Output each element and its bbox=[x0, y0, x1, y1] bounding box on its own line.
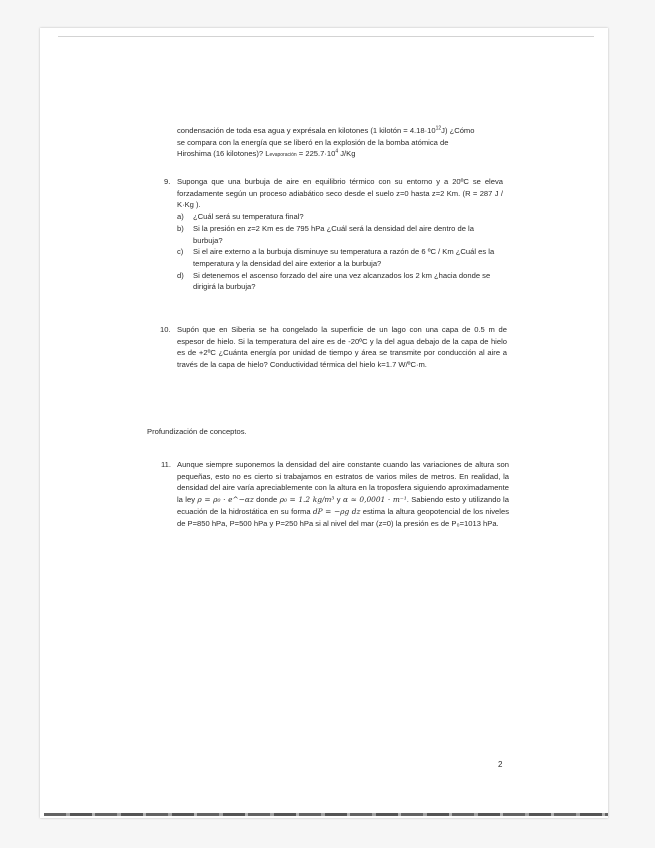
hydrostatic-formula: dP = −ρg dz bbox=[312, 506, 361, 516]
question-11-text-5: estima la altura geopotencial de los niveles de P=850 hPa, P=500 hPa y P=250 hPa si al nivel del mar (z=0) la presión es de P₀=1013 hPa. bbox=[177, 506, 509, 528]
question-9-item-a bbox=[177, 211, 503, 223]
page-number: 2 bbox=[498, 760, 503, 769]
section-title: Profundización de conceptos. bbox=[147, 427, 247, 436]
intro-line-1-end: J) ¿Cómo bbox=[441, 126, 475, 135]
density-law-formula: ρ = ρ₀ · e^−αz bbox=[197, 495, 254, 505]
scan-top-edge bbox=[58, 36, 594, 37]
question-11 bbox=[177, 459, 509, 529]
question-11-text-4: . Sabiendo esto y utilizando la ecuación de la hidrostática en su forma bbox=[177, 495, 509, 516]
item-text: ¿Cuál será su temperatura final? bbox=[193, 212, 304, 222]
question-9-number: 9. bbox=[164, 177, 171, 186]
item-text: Si la presión en z=2 Km es de 795 hPa ¿Cuál será la densidad del aire dentro de la burbuja? bbox=[193, 223, 474, 245]
question-9 bbox=[177, 176, 503, 293]
intro-line-3 bbox=[177, 148, 507, 162]
item-letter: c) bbox=[177, 247, 184, 257]
intro-line-1-text: condensación de toda esa agua y exprésala en kilotones (1 kilotón = 4.18·10 bbox=[177, 126, 436, 135]
question-9-text: Suponga que una burbuja de aire en equilibrio térmico con su entorno y a 20ºC se eleva forzadamente según un proceso adiabático seco desde el suelo z=0 hasta z=2 Km. (R = 287 J / K·Kg ). bbox=[177, 177, 503, 210]
question-11-text-2: donde bbox=[253, 495, 280, 505]
question-11-text-1: Aunque siempre suponemos la densidad del aire constante cuando las variaciones de altura son pequeñas, esto no es cierto si trabajamos en estratos de varios miles de metros. En realidad, la densidad del aire varía apreciablemente con la altura en la troposfera siguiendo aproximadamente la ley bbox=[177, 460, 509, 505]
question-11-text-3: y bbox=[334, 495, 343, 505]
intro-line-3-start: Hiroshima (16 kilotones)? L bbox=[177, 149, 270, 159]
question-9-item-b bbox=[177, 223, 503, 246]
document-page bbox=[40, 28, 608, 818]
question-10-text: Supón que en Siberia se ha congelado la superficie de un lago con una capa de 0.5 m de espesor de hielo. Si la temperatura del aire es de -20ºC y la del agua debajo de la capa de hielo es de +2ºC ¿Cuánta energía por unidad de tiempo y área se transmite por conducción al aire a través de la capa de hielo? Conductividad térmica del hielo k=1.7 W/ºC·m. bbox=[177, 325, 507, 370]
question-11-number: 11. bbox=[161, 460, 171, 469]
item-letter: b) bbox=[177, 223, 184, 233]
item-letter: a) bbox=[177, 212, 184, 222]
intro-exponent-1: 12 bbox=[435, 125, 442, 132]
item-text: Si detenemos el ascenso forzado del aire una vez alcanzados los 2 km ¿hacia donde se dirigirá la burbuja? bbox=[193, 270, 491, 292]
question-9-item-c bbox=[177, 246, 503, 269]
scan-bottom-edge bbox=[44, 813, 608, 816]
intro-subscript: evaporación bbox=[269, 152, 297, 159]
intro-line-1 bbox=[177, 125, 507, 137]
item-letter: d) bbox=[177, 270, 184, 280]
question-9-item-d bbox=[177, 270, 503, 293]
intro-line-2: se compara con la energía que se liberó en la explosión de la bomba atómica de bbox=[177, 137, 449, 147]
intro-line-3-end: J/Kg bbox=[338, 149, 356, 159]
item-text: Si el aire externo a la burbuja disminuye su temperatura a razón de 6 ºC / Km ¿Cuál es la temperatura y la densidad del aire exterior a la burbuja? bbox=[193, 247, 495, 268]
intro-exponent-2: 4 bbox=[335, 148, 339, 155]
rho0-formula: ρ₀ = 1.2 kg/m³ bbox=[279, 495, 335, 505]
question-10-number: 10. bbox=[160, 325, 171, 334]
intro-paragraph bbox=[177, 125, 507, 162]
intro-line-3-mid: = 225.7·10 bbox=[296, 149, 336, 159]
alpha-formula: α ≈ 0,0001 · m⁻¹ bbox=[342, 495, 407, 505]
question-9-subitems bbox=[177, 211, 503, 293]
